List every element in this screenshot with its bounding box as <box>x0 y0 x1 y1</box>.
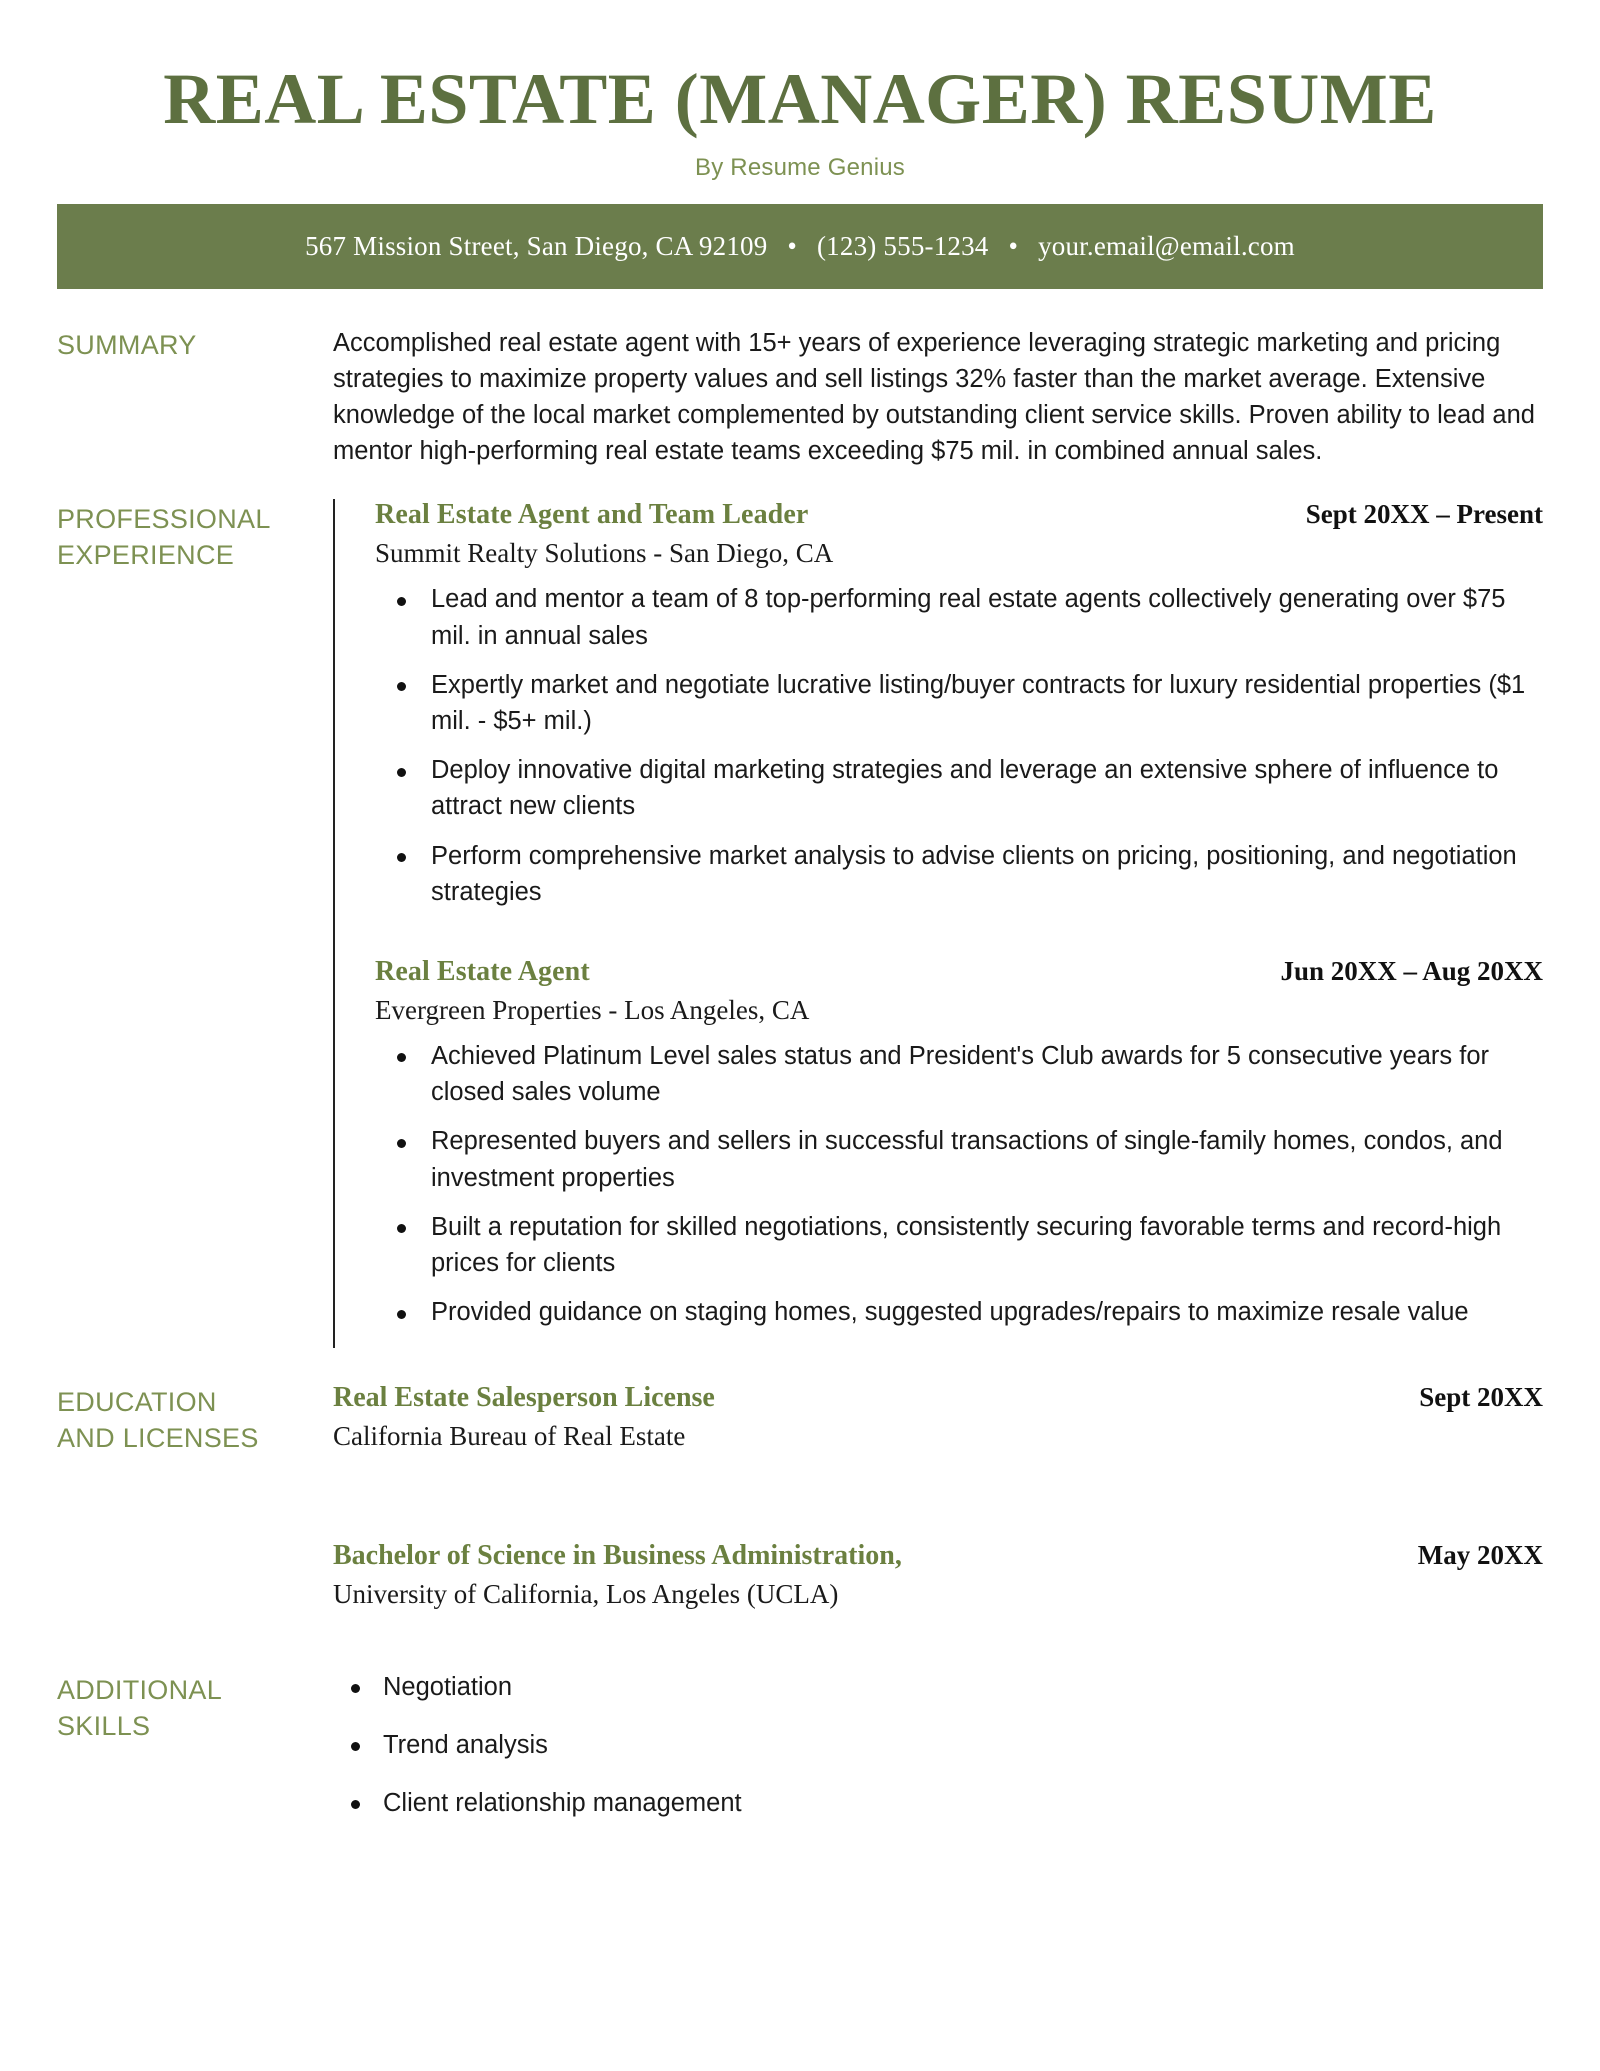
education-entry <box>333 1382 1543 1452</box>
bullet-dot-icon <box>397 853 406 862</box>
skill-item <box>333 1786 1543 1822</box>
job-bullet-text: Deploy innovative digital marketing strategies and leverage an extensive sphere of influence to attract new clients <box>431 756 1499 821</box>
job-bullet-text: Provided guidance on staging homes, suggested upgrades/repairs to maximize resale value <box>431 1298 1469 1327</box>
section-label-experience-line1: PROFESSIONAL <box>57 504 271 535</box>
skill-item <box>333 1728 1543 1764</box>
experience-entry <box>375 956 1543 1330</box>
bullet-dot-icon <box>351 1800 360 1809</box>
education-date: Sept 20XX <box>1419 1382 1543 1413</box>
bullet-dot-icon <box>397 1310 406 1319</box>
skills-list <box>333 1670 1543 1821</box>
contact-line <box>305 231 1295 262</box>
education-entry <box>333 1540 1543 1610</box>
contact-phone: (123) 555-1234 <box>816 230 989 261</box>
contact-bar <box>57 204 1543 289</box>
skills-body <box>333 1670 1543 1843</box>
job-organization: Summit Realty Solutions - San Diego, CA <box>375 538 834 569</box>
job-bullet-text: Expertly market and negotiate lucrative listing/buyer contracts for luxury residential properties ($1 mil. - $5+ mil.) <box>431 670 1526 736</box>
job-bullet-list <box>375 581 1543 910</box>
job-organization: Evergreen Properties - Los Angeles, CA <box>375 995 810 1026</box>
job-title: Real Estate Agent and Team Leader <box>375 499 809 531</box>
job-title: Real Estate Agent <box>375 956 590 988</box>
section-label-skills <box>57 1670 333 1744</box>
education-organization: University of California, Los Angeles (UCLA) <box>333 1579 839 1610</box>
job-bullet <box>375 1294 1543 1330</box>
bullet-dot-icon <box>351 1742 360 1751</box>
job-bullet-list <box>375 1038 1543 1330</box>
section-label-education-line1: EDUCATION <box>57 1387 217 1418</box>
experience-body <box>333 499 1543 1348</box>
contact-separator-1: • <box>787 230 798 261</box>
contact-address: 567 Mission Street, San Diego, CA 92109 <box>305 230 768 261</box>
job-bullet <box>375 838 1543 910</box>
section-label-experience-line2: EXPERIENCE <box>57 540 235 571</box>
skill-text: Trend analysis <box>383 1731 548 1760</box>
job-bullet <box>375 1123 1543 1195</box>
education-date: May 20XX <box>1417 1540 1543 1571</box>
bullet-dot-icon <box>397 682 406 691</box>
education-organization: California Bureau of Real Estate <box>333 1421 686 1452</box>
experience-entry-header <box>375 499 1543 531</box>
bullet-dot-icon <box>397 1053 406 1062</box>
contact-separator-2: • <box>1008 230 1019 261</box>
summary-body <box>333 325 1543 470</box>
job-bullet <box>375 752 1543 824</box>
section-skills <box>57 1670 1543 1843</box>
job-date: Jun 20XX – Aug 20XX <box>1280 956 1543 987</box>
education-entry-header <box>333 1540 1543 1572</box>
byline: By Resume Genius <box>695 153 905 181</box>
bullet-dot-icon <box>397 768 406 777</box>
experience-entry <box>375 499 1543 910</box>
bullet-dot-icon <box>397 1224 406 1233</box>
education-body <box>333 1382 1543 1610</box>
section-label-skills-line2: SKILLS <box>57 1711 151 1742</box>
section-experience <box>57 499 1543 1348</box>
section-label-skills-line1: ADDITIONAL <box>57 1675 223 1706</box>
job-bullet <box>375 581 1543 653</box>
job-date: Sept 20XX – Present <box>1305 499 1543 530</box>
job-bullet-text: Achieved Platinum Level sales status and President's Club awards for 5 consecutive years for closed sales volume <box>431 1042 1489 1107</box>
page-title: REAL ESTATE (MANAGER) RESUME <box>163 59 1437 139</box>
contact-email: your.email@email.com <box>1038 230 1295 261</box>
job-bullet-text: Represented buyers and sellers in successful transactions of single-family homes, condos, and investment properties <box>431 1127 1503 1192</box>
section-education <box>57 1382 1543 1610</box>
education-title: Real Estate Salesperson License <box>333 1382 715 1414</box>
bullet-dot-icon <box>397 597 406 606</box>
section-label-experience <box>57 499 333 573</box>
skill-item <box>333 1670 1543 1706</box>
section-label-summary: SUMMARY <box>57 329 197 360</box>
job-bullet <box>375 667 1543 739</box>
skill-text: Negotiation <box>383 1673 513 1702</box>
education-title: Bachelor of Science in Business Administration, <box>333 1540 902 1572</box>
skill-text: Client relationship management <box>383 1788 742 1817</box>
bullet-dot-icon <box>351 1684 360 1693</box>
section-label-education-line2: AND LICENSES <box>57 1423 259 1454</box>
education-entry-header <box>333 1382 1543 1414</box>
section-summary <box>57 325 1543 470</box>
job-bullet-text: Built a reputation for skilled negotiations, consistently securing favorable terms and record-high prices for clients <box>431 1212 1502 1278</box>
job-bullet-text: Lead and mentor a team of 8 top-performing real estate agents collectively generating over $75 mil. in annual sales <box>431 585 1506 650</box>
job-bullet-text: Perform comprehensive market analysis to advise clients on pricing, positioning, and negotiation strategies <box>431 841 1517 906</box>
section-label-education <box>57 1382 333 1456</box>
bullet-dot-icon <box>397 1139 406 1148</box>
job-bullet <box>375 1038 1543 1110</box>
job-bullet <box>375 1209 1543 1281</box>
experience-entry-header <box>375 956 1543 988</box>
summary-text: Accomplished real estate agent with 15+ years of experience leveraging strategic marketing and pricing strategies to maximize property values and sell listings 32% faster than the market average. Extensive knowledge of the local market complemented by outstanding client service skills. Proven ability to lead and mentor high-performing real estate teams exceeding $75 mil. in combined annual sales. <box>333 328 1535 466</box>
